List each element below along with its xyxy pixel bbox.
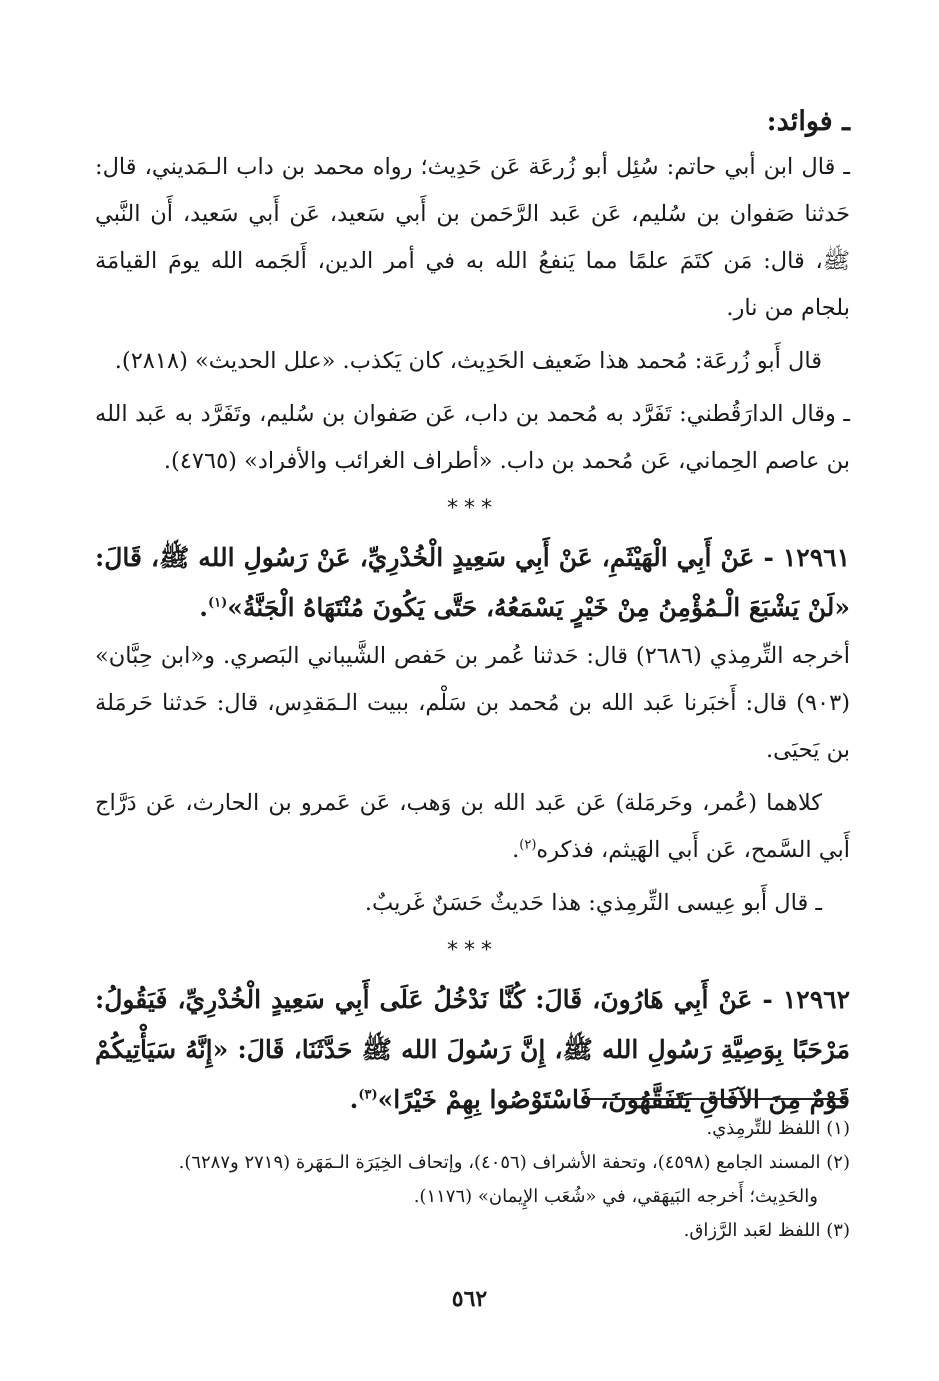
hadith-12962 <box>95 975 850 1125</box>
period: . <box>349 1085 359 1114</box>
hadith-12961: ١٢٩٦١ - عَنْ أَبِي الْهَيْثَمِ، عَنْ أَبِي سَعِيدٍ الْخُدْرِيِّ، عَنْ رَسُولِ الله ﷺ، قَالَ: «لَنْ يَشْبَعَ الْـمُؤْمِنُ مِنْ خَيْرٍ يَسْمَعُهُ، حَتَّى يَكُونَ مُنْتَهَاهُ الْجَنَّةُ»$^{(١)}$. <box>95 543 850 622</box>
section-heading: ـ فوائد: <box>766 106 850 137</box>
footnote-2: (٢) المسند الجامع (٤٥٩٨)، وتحفة الأشراف (٤٠٥٦)، وإتحاف الخِيَرَة الـمَهَرة (٢٧١٩ و٦٢٨٧). <box>178 1152 850 1173</box>
section-separator-2: *** <box>447 938 498 963</box>
footnote-ref-2[interactable]: (٢) <box>519 837 537 853</box>
benefit-paragraph-3: ـ وقال الدارَقُطني: تَفَرَّد به مُحمد بن داب، عَن صَفوان بن سُليم، وتَفَرَّد به عَبد الله بن عاصم الحِماني، عَن مُحمد بن داب. «أطراف الغرائب والأفراد» (٤٧٦٥). <box>95 401 850 474</box>
page-body <box>95 100 850 1125</box>
footnote-3: (٣) اللفظ لعَبد الرَّزاق. <box>683 1220 850 1241</box>
footnote-divider <box>589 1098 847 1100</box>
benefit-paragraph-1: ـ قال ابن أبي حاتم: سُئِل أبو زُرعَة عَن حَدِيث؛ رواه محمد بن داب الـمَديني، قال: حَدثنا صَفوان بن سُليم، عَن عَبد الرَّحَمن بن أَبي سَعيد، عَن أَبي سَعيد، أَن النَّبي ﷺ، قال: مَن كتَمَ علمًا مما يَنفعُ الله به في أمر الدين، أَلجَمه الله يومَ القيامَة بلجام من نار. <box>95 154 850 321</box>
benefit-paragraph-2: قال أَبو زُرعَة: مُحمد هذا ضَعيف الحَدِيث، كان يَكذب. «علل الحديث» (٢٨١٨). <box>114 348 822 374</box>
takhrij-text: كلاهما (عُمر، وحَرمَلة) عَن عَبد الله بن وَهب، عَن عَمرو بن الحارث، عَن دَرَّاج أَبي السَّمح، عَن أَبي الهَيثم، فذكره <box>95 790 850 863</box>
footnote-ref-1[interactable]: (١) <box>207 595 228 611</box>
hadith-text: ١٢٩٦١ - عَنْ أَبِي الْهَيْثَمِ، عَنْ أَبِي سَعِيدٍ الْخُدْرِيِّ، عَنْ رَسُولِ الله ﷺ، قَالَ: «لَنْ يَشْبَعَ الْـمُؤْمِنُ مِنْ خَيْرٍ يَسْمَعُهُ، حَتَّى يَكُونَ مُنْتَهَاهُ الْجَنَّةُ» <box>95 543 850 622</box>
takhrij-paragraph-2 <box>95 780 850 874</box>
hadith-text: ١٢٩٦٢ - عَنْ أَبِي هَارُونَ، قَالَ: كُنَّا نَدْخُلُ عَلَى أَبِي سَعِيدٍ الْخُدْرِيِّ، فَيَقُولُ: مَرْحَبًا بِوَصِيَّةِ رَسُولِ الله ﷺ، إِنَّ رَسُولَ الله ﷺ حَدَّثَنَا، قَالَ: «إِنَّهُ سَيَأْتِيكُمْ قَوْمٌ مِنَ الآفَاقِ يَتَفَقَّهُونَ، فَاسْتَوْصُوا بِهِمْ خَيْرًا» <box>95 985 850 1114</box>
footnote-2-continuation: والحَدِيث؛ أَخرجه البَيهَقي، في «شُعَب الإِيمان» (١١٧٦). <box>413 1186 818 1207</box>
footnotes <box>95 1112 850 1248</box>
period: . <box>512 837 520 863</box>
section-separator: *** <box>447 496 498 521</box>
footnote-1: (١) اللفظ للتِّرمِذي. <box>706 1118 850 1139</box>
tirmidhi-verdict: ـ قال أَبو عِيسى التِّرمِذي: هذا حَديثٌ حَسَنٌ غَريبٌ. <box>364 890 822 916</box>
footnote-ref-3[interactable]: (٣) <box>358 1087 378 1103</box>
takhrij-paragraph-1: أخرجه التِّرمِذي (٢٦٨٦) قال: حَدثنا عُمر بن حَفص الشَّيباني البَصري. و«ابن حِبَّان» (٩٠٣) قال: أَخبَرنا عَبد الله بن مُحمد بن سَلْم، ببيت الـمَقدِس، قال: حَدثنا حَرمَلة بن يَحيَى. <box>95 643 850 763</box>
page-number: ٥٦٢ <box>451 1286 488 1312</box>
